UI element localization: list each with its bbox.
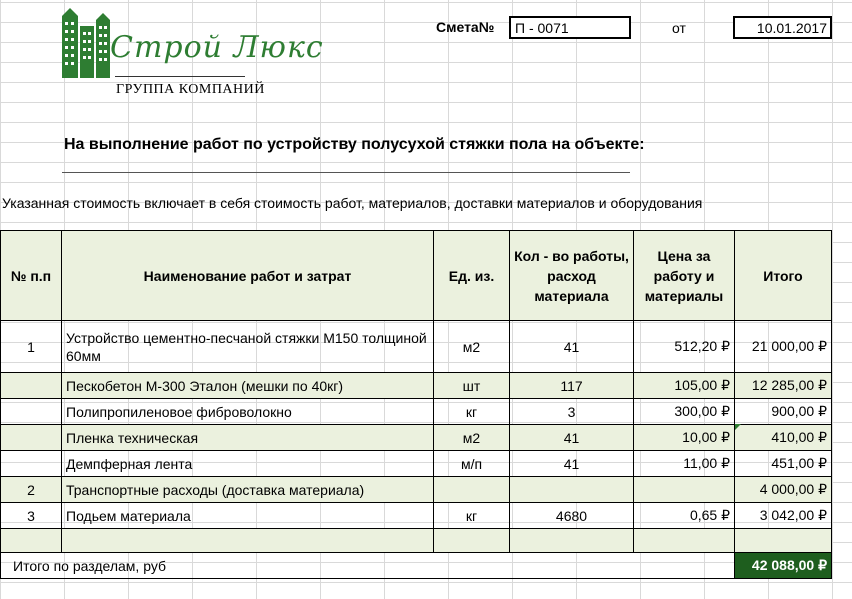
summary-total: 42 088,00 ₽	[735, 553, 832, 579]
row-price: 300,00 ₽	[634, 399, 735, 425]
row-price: 512,20 ₽	[634, 321, 735, 373]
table-row	[1, 477, 832, 503]
row-price: 0,65 ₽	[634, 503, 735, 529]
row-qty	[510, 477, 634, 503]
row-unit	[434, 529, 510, 553]
row-total: 21 000,00 ₽	[735, 321, 832, 373]
row-name: Пескобетон М-300 Эталон (мешки по 40кг)	[62, 373, 434, 399]
row-total: 451,00 ₽	[735, 451, 832, 477]
table-row	[1, 399, 832, 425]
page-title: На выполнение работ по устройству полусухой стяжки пола на объекте:	[64, 136, 645, 153]
object-underline	[62, 172, 630, 173]
row-qty: 117	[510, 373, 634, 399]
row-unit: м2	[434, 425, 510, 451]
table-row	[1, 451, 832, 477]
row-price: 11,00 ₽	[634, 451, 735, 477]
row-total: 3 042,00 ₽	[735, 503, 832, 529]
row-unit: шт	[434, 373, 510, 399]
table-row	[1, 321, 832, 373]
row-num	[1, 373, 62, 399]
header-num: № п.п	[1, 231, 62, 321]
cell-marker-icon	[735, 424, 741, 430]
row-qty	[510, 529, 634, 553]
row-name: Пленка техническая	[62, 425, 434, 451]
row-name	[62, 529, 434, 553]
row-num	[1, 529, 62, 553]
company-subtitle: ГРУППА КОМПАНИЙ	[116, 82, 265, 97]
row-unit: м/п	[434, 451, 510, 477]
table-row	[1, 373, 832, 399]
table-row	[1, 529, 832, 553]
date-label: от	[672, 20, 686, 36]
row-qty: 4680	[510, 503, 634, 529]
row-total: 900,00 ₽	[735, 399, 832, 425]
row-num	[1, 451, 62, 477]
row-price: 105,00 ₽	[634, 373, 735, 399]
row-num	[1, 425, 62, 451]
row-qty: 41	[510, 425, 634, 451]
row-name: Подьем материала	[62, 503, 434, 529]
row-total: 410,00 ₽	[735, 425, 832, 451]
row-name: Демпферная лента	[62, 451, 434, 477]
table-row	[1, 425, 832, 451]
row-name: Устройство цементно-песчаной стяжки М150 толщиной 60мм	[62, 321, 434, 373]
row-total: 12 285,00 ₽	[735, 373, 832, 399]
row-price: 10,00 ₽	[634, 425, 735, 451]
row-unit	[434, 477, 510, 503]
estimate-number-field[interactable]: П - 0071	[509, 16, 631, 39]
row-num: 1	[1, 321, 62, 373]
header-qty: Кол - во работы, расход материала	[510, 231, 634, 321]
row-total: 4 000,00 ₽	[735, 477, 832, 503]
estimate-table	[0, 230, 832, 579]
row-num: 2	[1, 477, 62, 503]
company-name: Строй Люкс	[110, 30, 324, 65]
row-price	[634, 529, 735, 553]
row-unit: кг	[434, 399, 510, 425]
row-price	[634, 477, 735, 503]
row-unit: кг	[434, 503, 510, 529]
row-num	[1, 399, 62, 425]
date-field[interactable]: 10.01.2017	[733, 16, 832, 39]
row-qty: 41	[510, 321, 634, 373]
row-name: Транспортные расходы (доставка материала)	[62, 477, 434, 503]
header-total: Итого	[735, 231, 832, 321]
header-unit: Ед. из.	[434, 231, 510, 321]
summary-label: Итого по разделам, руб	[1, 553, 735, 579]
cost-note: Указанная стоимость включает в себя стоимость работ, материалов, доставки материалов и оборудования	[2, 195, 703, 211]
header-name: Наименование работ и затрат	[62, 231, 434, 321]
table-row	[1, 503, 832, 529]
row-num: 3	[1, 503, 62, 529]
row-total	[735, 529, 832, 553]
logo-divider	[115, 76, 245, 77]
row-qty: 3	[510, 399, 634, 425]
row-unit: м2	[434, 321, 510, 373]
estimate-label: Смета№	[436, 19, 495, 35]
header-price: Цена за работу и материалы	[634, 231, 735, 321]
row-name: Полипропиленовое фиброволокно	[62, 399, 434, 425]
row-qty: 41	[510, 451, 634, 477]
